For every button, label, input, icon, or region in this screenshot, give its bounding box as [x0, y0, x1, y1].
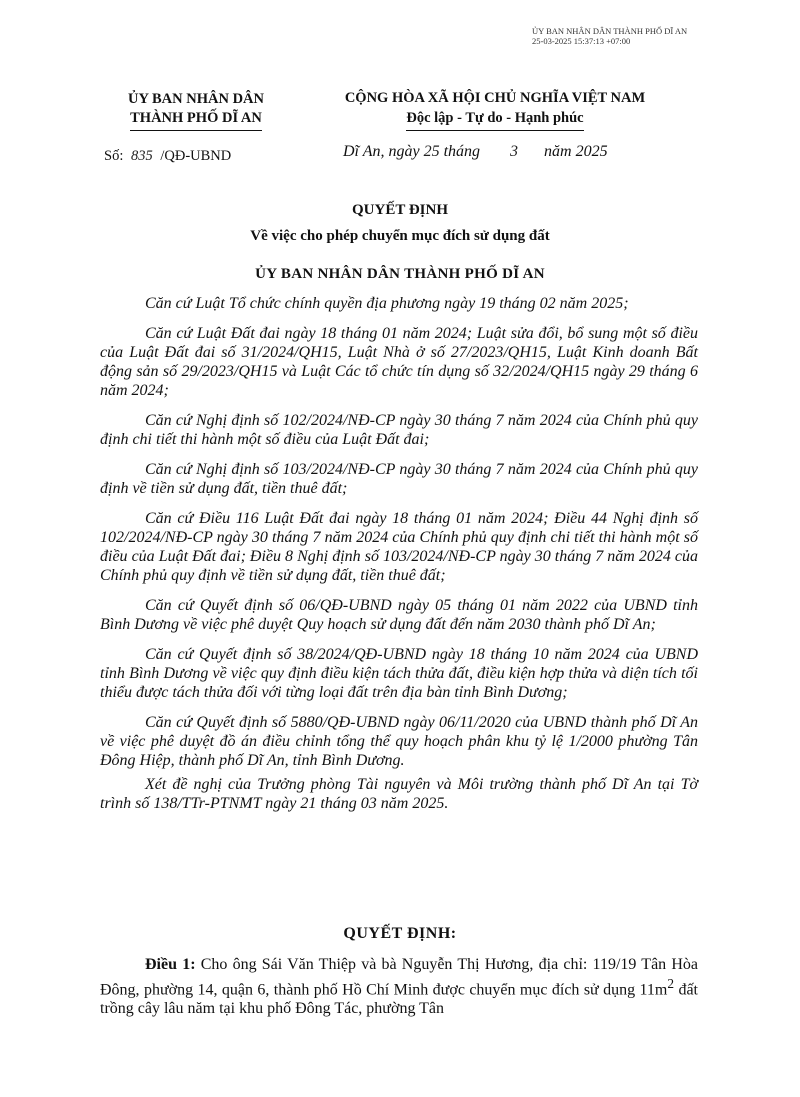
document-subject: Về việc cho phép chuyển mục đích sử dụng đất [250, 228, 550, 244]
issuing-organization [96, 90, 296, 131]
basis-paragraph: Căn cứ Điều 116 Luật Đất đai ngày 18 tháng 01 năm 2024; Điều 44 Nghị định số 102/2024/NĐ-CP ngày 30 tháng 7 năm 2024 của Chính phủ quy định chi tiết thi hành một số điều của Luật Đất đai; Điều 8 Nghị định số 103/2024/NĐ-CP ngày 30 tháng 7 năm 2024 của Chính phủ quy định về tiền sử dụng đất, tiền thuê đất; [100, 510, 698, 584]
basis-paragraph: Căn cứ Quyết định số 5880/QĐ-UBND ngày 06/11/2020 của UBND thành phố Dĩ An về việc phê duyệt đồ án điều chỉnh tổng thể quy hoạch phân khu tỷ lệ 1/2000 phường Tân Đông Hiệp, thành phố Dĩ An, tỉnh Bình Dương. [100, 714, 698, 769]
nation-line-1: CỘNG HÒA XÃ HỘI CHỦ NGHĨA VIỆT NAM [344, 90, 646, 106]
org-line-2: THÀNH PHỐ DĨ AN [130, 109, 262, 131]
issuer-heading: ỦY BAN NHÂN DÂN THÀNH PHỐ DĨ AN [255, 266, 545, 282]
legal-bases [100, 294, 698, 824]
date-month: 3 [510, 143, 519, 160]
basis-paragraph: Căn cứ Nghị định số 103/2024/NĐ-CP ngày 30 tháng 7 năm 2024 của Chính phủ quy định về tiền sử dụng đất, tiền thuê đất; [100, 461, 698, 497]
article-1 [100, 953, 698, 1029]
basis-paragraph: Căn cứ Nghị định số 102/2024/NĐ-CP ngày 30 tháng 7 năm 2024 của Chính phủ quy định chi tiết thi hành một số điều của Luật Đất đai; [100, 412, 698, 448]
date-year: năm 2025 [544, 143, 608, 160]
doc-no-suffix: /QĐ-UBND [160, 148, 232, 164]
article-1-text-cont: đất trồng cây lâu năm tại khu phố Đông Tác, phường Tân [100, 981, 698, 1018]
basis-paragraph: Xét đề nghị của Trưởng phòng Tài nguyên và Môi trường thành phố Dĩ An tại Tờ trình số 138/TTr-PTNMT ngày 21 tháng 03 năm 2025. [100, 776, 698, 812]
national-motto [300, 88, 690, 131]
signature-timestamp: 25-03-2025 15:37:13 +07:00 [532, 36, 631, 46]
digital-signature-stamp [532, 26, 687, 46]
decision-heading: QUYẾT ĐỊNH: [343, 925, 457, 942]
basis-paragraph: Căn cứ Luật Đất đai ngày 18 tháng 01 năm 2024; Luật sửa đổi, bổ sung một số điều của Luật Đất đai số 31/2024/QH15, Luật Nhà ở số 27/2023/QH15, Luật Kinh doanh Bất động sản số 29/2023/QH15 và Luật Các tổ chức tín dụng số 32/2024/QH15 ngày 29 tháng 6 năm 2024; [100, 325, 698, 399]
article-1-text: Cho ông Sái Văn Thiệp và bà Nguyễn Thị Hương, địa chỉ: 119/19 Tân Hòa Đông, phường 14, quận 6, thành phố Hồ Chí Minh được chuyển mục đích sử dụng 11m [100, 956, 699, 999]
date-place: Dĩ An, ngày [343, 143, 420, 160]
doc-no-handwritten: 835 [130, 148, 153, 164]
nation-line-2: Độc lập - Tự do - Hạnh phúc [406, 108, 583, 131]
date-day: 25 [423, 143, 440, 160]
signature-org: ỦY BAN NHÂN DÂN THÀNH PHỐ DĨ AN [532, 26, 688, 36]
doc-no-label: Số: [104, 148, 124, 164]
article-1-label: Điều 1: [145, 956, 196, 973]
date-month-label: tháng [443, 143, 481, 160]
basis-paragraph: Căn cứ Luật Tổ chức chính quyền địa phương ngày 19 tháng 02 năm 2025; [145, 295, 629, 312]
basis-paragraph: Căn cứ Quyết định số 38/2024/QĐ-UBND ngày 18 tháng 10 năm 2024 của UBND tỉnh Bình Dương về việc quy định điều kiện tách thửa đất, điều kiện hợp thửa và diện tích tối thiểu được tách thửa đối với từng loại đất trên địa bàn tỉnh Bình Dương; [100, 646, 698, 701]
basis-paragraph: Căn cứ Quyết định số 06/QĐ-UBND ngày 05 tháng 01 năm 2022 của UBND tỉnh Bình Dương về việc phê duyệt Quy hoạch sử dụng đất đến năm 2030 thành phố Dĩ An; [100, 597, 698, 633]
org-line-1: ỦY BAN NHÂN DÂN [127, 91, 264, 107]
document-date [343, 143, 608, 161]
article-1-superscript: 2 [667, 976, 675, 991]
document-number [104, 148, 231, 165]
document-title: QUYẾT ĐỊNH [352, 202, 448, 218]
